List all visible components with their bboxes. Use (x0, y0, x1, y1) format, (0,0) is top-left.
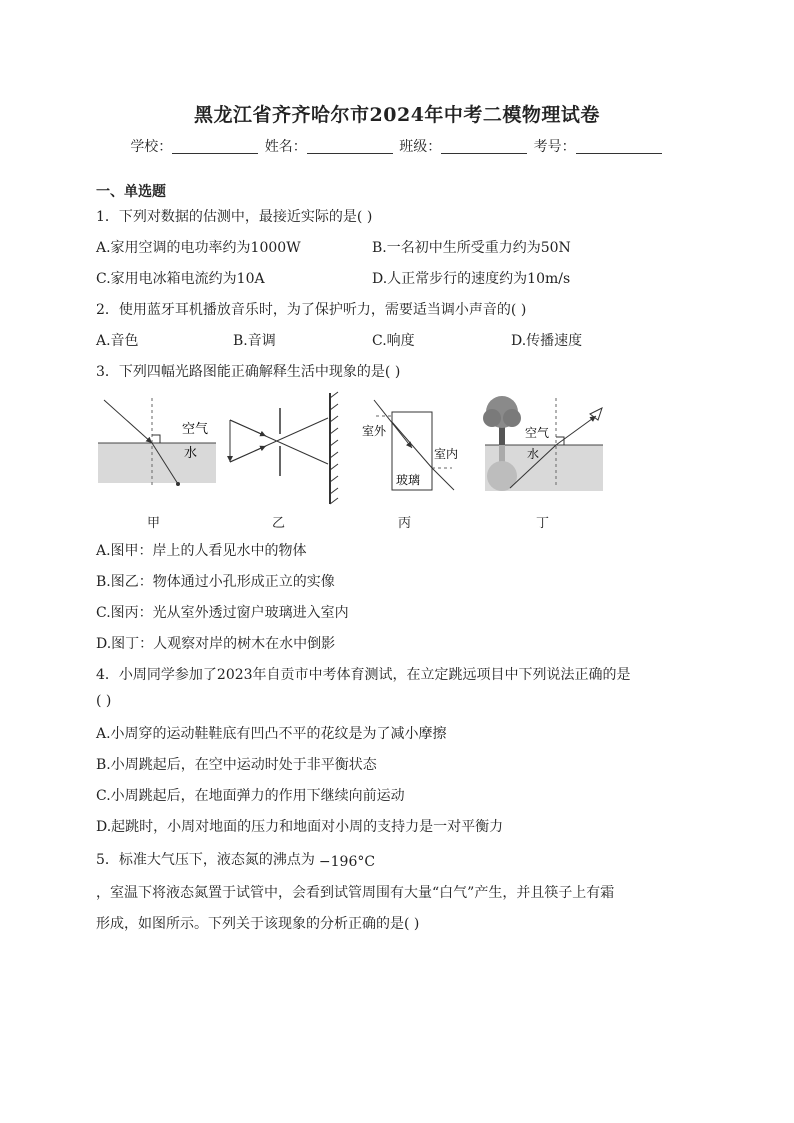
caption-jia: 甲 (147, 516, 161, 531)
class-label: 班级： (399, 139, 442, 155)
q3-figures (90, 388, 620, 510)
figure-yi (230, 392, 338, 504)
q3-stem: 3．下列四幅光路图能正确解释生活中现象的是( ) (96, 364, 401, 380)
q2-option-c: C.响度 (372, 333, 415, 349)
q1-stem: 1．下列对数据的估测中，最接近实际的是( ) (96, 209, 373, 225)
figure-ding (483, 396, 603, 491)
q2-stem: 2．使用蓝牙耳机播放音乐时，为了保护听力，需要适当调小声音的( ) (96, 302, 527, 318)
number-field[interactable] (576, 139, 662, 154)
q2-option-d: D.传播速度 (511, 333, 583, 349)
q3-option-c: C.图丙：光从室外透过窗户玻璃进入室内 (96, 605, 349, 621)
q5-boiling-point: −196°C (318, 854, 376, 870)
q1-option-d: D.人正常步行的速度约为10m/s (372, 271, 571, 287)
bing-glass-label: 玻璃 (396, 473, 421, 487)
q4-option-a: A.小周穿的运动鞋鞋底有凹凸不平的花纹是为了减小摩擦 (96, 726, 447, 742)
q1-option-a: A.家用空调的电功率约为1000W (96, 240, 301, 256)
q4-stem-bracket: ( ) (96, 693, 112, 709)
q5-stem-text: 5．标准大气压下，液态氮的沸点为 (96, 852, 315, 868)
jia-air-label: 空气 (182, 422, 209, 437)
q3-option-a: A.图甲：岸上的人看见水中的物体 (96, 543, 307, 559)
figure-jia (98, 398, 216, 488)
q2-option-a: A.音色 (96, 333, 139, 349)
school-label: 学校： (130, 139, 173, 155)
q5-line-3: 形成，如图所示。下列关于该现象的分析正确的是( ) (96, 916, 420, 932)
q1-option-b: B.一名初中生所受重力约为50N (372, 240, 571, 256)
figure-bing (362, 400, 458, 490)
jia-water-label: 水 (184, 446, 198, 461)
caption-ding: 丁 (536, 516, 550, 531)
page-title: 黑龙江省齐齐哈尔市2024年中考二模物理试卷 (194, 104, 600, 126)
caption-bing: 丙 (398, 516, 412, 531)
class-field[interactable] (441, 139, 527, 154)
name-label: 姓名： (264, 139, 307, 155)
student-info (0, 136, 794, 156)
q3-option-d: D.图丁：人观察对岸的树木在水中倒影 (96, 636, 336, 652)
q4-option-c: C.小周跳起后，在地面弹力的作用下继续向前运动 (96, 788, 405, 804)
bing-outdoor-label: 室外 (362, 424, 387, 438)
ding-water-label: 水 (527, 447, 540, 461)
q2-option-b: B.音调 (233, 333, 276, 349)
bing-indoor-label: 室内 (434, 447, 459, 461)
q3-option-b: B.图乙：物体通过小孔形成正立的实像 (96, 574, 335, 590)
school-field[interactable] (172, 139, 258, 154)
q4-option-d: D.起跳时，小周对地面的压力和地面对小周的支持力是一对平衡力 (96, 819, 504, 835)
q4-stem: 4．小周同学参加了2023年自贡市中考体育测试，在立定跳远项目中下列说法正确的是 (96, 667, 631, 683)
section-title: 一、单选题 (96, 184, 166, 200)
q1-option-c: C.家用电冰箱电流约为10A (96, 271, 265, 287)
caption-yi: 乙 (272, 516, 286, 531)
q4-option-b: B.小周跳起后，在空中运动时处于非平衡状态 (96, 757, 377, 773)
number-label: 考号： (533, 139, 576, 155)
ding-air-label: 空气 (525, 426, 550, 440)
q5-line-2: ，室温下将液态氮置于试管中，会看到试管周围有大量“白气”产生，并且筷子上有霜 (96, 885, 615, 901)
name-field[interactable] (307, 139, 393, 154)
q5-stem (96, 849, 375, 870)
